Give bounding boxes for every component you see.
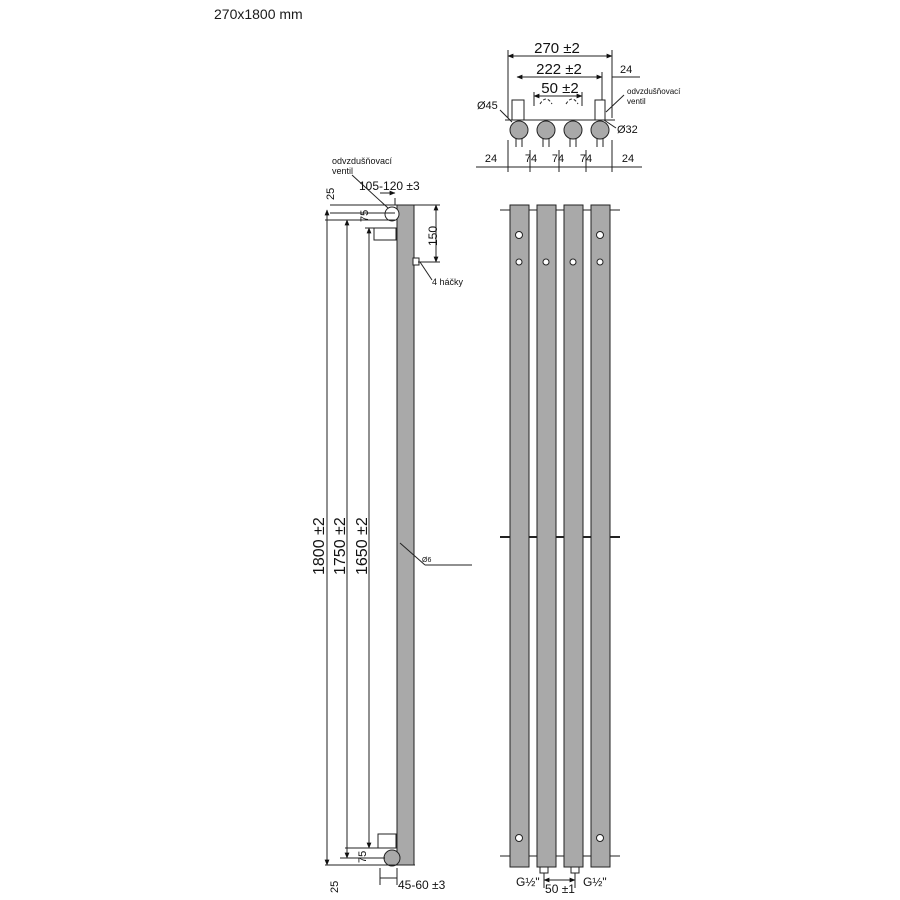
dim-wall-offset-bottom: 45-60 ±3 xyxy=(398,878,446,892)
dim-connection-spacing: 50 ±1 xyxy=(545,882,575,896)
dim-bottom-1: 74 xyxy=(524,153,538,165)
dim-bottom-3: 74 xyxy=(579,153,593,165)
vent-hole-left xyxy=(516,232,523,239)
label-hooks: 4 háčky xyxy=(432,277,464,287)
front-view xyxy=(500,205,620,888)
vent-label-line2: ventil xyxy=(627,97,646,106)
label-thread-right: G½" xyxy=(583,875,607,889)
dim-270: 270 ±2 xyxy=(534,40,580,57)
vent-label-line1: odvzdušňovací xyxy=(627,87,681,96)
dim-bottom-0: 24 xyxy=(484,153,498,165)
dim-24-top: 24 xyxy=(620,64,633,76)
outlet-stub xyxy=(571,867,579,873)
dim-bottom-4: 24 xyxy=(621,153,635,165)
dim-top-75: 75 xyxy=(359,209,371,222)
pipe-section-2 xyxy=(537,121,555,139)
pipe-section-3 xyxy=(564,121,582,139)
side-view-labels xyxy=(311,156,464,893)
top-wall-bracket xyxy=(374,228,396,240)
dim-bottom-75: 75 xyxy=(357,850,369,863)
label-thread-left: G½" xyxy=(516,875,540,889)
label-diameter-45: Ø45 xyxy=(477,100,498,112)
label-tube-diameter: Ø6 xyxy=(422,557,432,564)
hook-hole-4 xyxy=(597,259,603,265)
radiator-tube-3 xyxy=(564,205,583,867)
bottom-connector-side xyxy=(384,850,400,866)
radiator-side-profile xyxy=(397,205,414,865)
inlet-stub xyxy=(540,867,548,873)
side-vent-label-line1: odvzdušňovací xyxy=(332,156,393,166)
dim-222: 222 ±2 xyxy=(536,61,582,78)
vent-valve-top xyxy=(595,100,605,120)
bottom-wall-bracket xyxy=(378,834,396,848)
top-connector-left xyxy=(512,100,524,120)
dim-height-1800: 1800 ±2 xyxy=(311,517,328,575)
side-vent-label-line2: ventil xyxy=(332,166,354,176)
hook-hole-3 xyxy=(570,259,576,265)
drain-hole-left xyxy=(516,835,523,842)
dim-height-1750: 1750 ±2 xyxy=(332,517,349,575)
hook-hole-2 xyxy=(543,259,549,265)
label-diameter-32: Ø32 xyxy=(617,124,638,136)
drawing-title: 270x1800 mm xyxy=(214,6,303,22)
dim-top-25: 25 xyxy=(325,187,337,200)
pipe-section-4 xyxy=(591,121,609,139)
radiator-tube-4 xyxy=(591,205,610,867)
dim-150: 150 xyxy=(426,225,440,246)
hook-hole-1 xyxy=(516,259,522,265)
front-view-labels xyxy=(516,875,607,896)
vent-valve-side xyxy=(385,207,399,221)
radiator-tube-1 xyxy=(510,205,529,867)
pipe-section-1 xyxy=(510,121,528,139)
dim-bottom-25: 25 xyxy=(329,880,341,893)
dim-bottom-2: 74 xyxy=(551,153,565,165)
drain-hole-right xyxy=(597,835,604,842)
dim-50: 50 ±2 xyxy=(541,80,579,97)
radiator-tube-2 xyxy=(537,205,556,867)
dim-height-1650: 1650 ±2 xyxy=(354,517,371,575)
dim-wall-offset-top: 105-120 ±3 xyxy=(359,179,420,193)
vent-hole-right xyxy=(597,232,604,239)
